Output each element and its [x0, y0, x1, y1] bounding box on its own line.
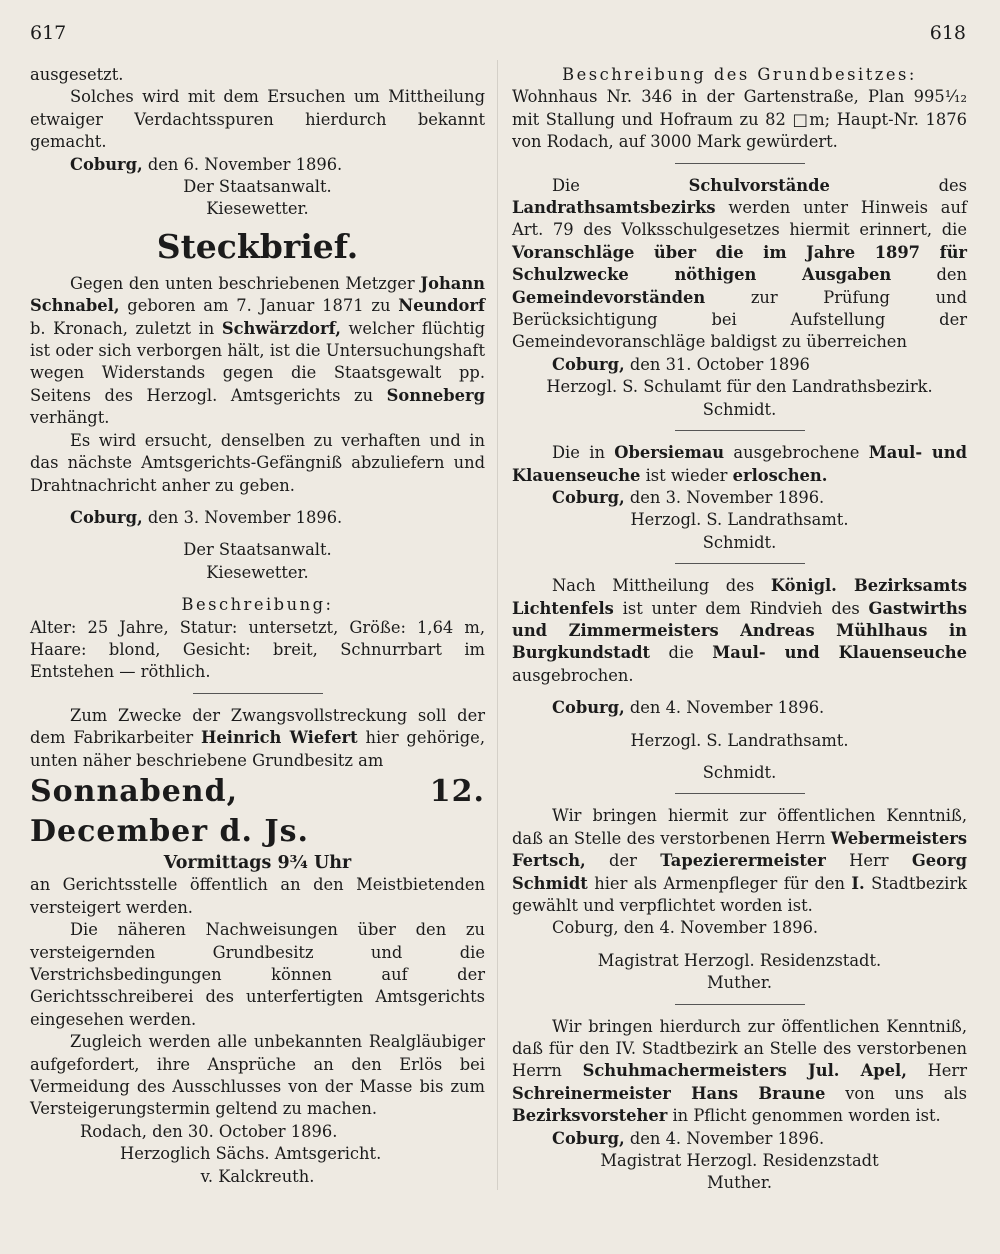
steckbrief-heading: Steckbrief. — [156, 226, 359, 266]
emphasis: Georg Schmidt — [512, 851, 967, 893]
emphasis: Gastwirths und Zimmermeisters Andreas Mühlhaus in Burgkundstadt — [512, 598, 967, 663]
text-run: Die in — [552, 443, 615, 463]
disease1-office: Herzogl. S. Landrathsamt. — [630, 510, 849, 530]
birthplace: Neundorf — [398, 296, 485, 316]
place-name: Coburg, — [552, 354, 625, 374]
text-run: Gegen den unten beschriebenen Metzger — [70, 273, 421, 293]
text-run: hier gehörige, unten näher beschriebene Grundbesitz am — [30, 728, 485, 770]
poor-relief-text — [512, 805, 967, 917]
text-run: ausgebrochene — [724, 443, 869, 463]
text-run: verhängt. — [30, 408, 110, 428]
auction-time: Vormittags 9¾ Uhr — [163, 852, 352, 873]
property-heading: Beschreibung des Grundbesitzes: — [562, 65, 917, 84]
disease1-signature: Schmidt. — [702, 532, 777, 552]
text-run: von uns als — [825, 1083, 968, 1103]
school-place-date — [512, 354, 967, 376]
notice-place-date — [30, 154, 485, 176]
place-name: Coburg, — [70, 507, 143, 527]
disease2-text — [512, 575, 967, 687]
school-office: Herzogl. S. Schulamt für den Landrathsbezirk. — [546, 377, 933, 397]
text-run: ist wieder — [640, 465, 733, 485]
district-signature: Muther. — [707, 1173, 772, 1193]
emphasis: erloschen. — [732, 465, 828, 485]
text-run: geboren am 7. Januar 1871 zu — [119, 296, 399, 316]
auction-notice — [30, 705, 485, 1188]
debtor-name: Heinrich Wiefert — [201, 728, 358, 748]
auction-para-2: Die näheren Nachweisungen über den zu versteigernden Grundbesitz und die Verstrichsbedingungen können auf der Gerichtsschreiberei des unterfertigten Amtsgerichts eingesehen werden. — [30, 920, 485, 1029]
disease-extinct-notice — [512, 442, 967, 554]
text-run: Zum Zwecke der Zwangsvollstreckung soll der dem Fabrikarbeiter — [30, 705, 485, 748]
emphasis: Gemeindevorständen — [512, 287, 706, 307]
emphasis: Landrathsamtsbezirks — [512, 198, 716, 218]
date-text: den 3. November 1896. — [147, 507, 343, 527]
text-run: Die — [552, 175, 689, 195]
property-description — [512, 64, 967, 154]
text-run: hier als Armenpfleger für den — [587, 873, 852, 893]
text-run: Stadtbezirk gewählt und verpflichtet worden ist. — [512, 873, 967, 915]
section-rule — [675, 793, 805, 794]
auction-intro — [30, 705, 485, 772]
text-run: Herr — [906, 1061, 967, 1081]
district-place-date — [512, 1128, 967, 1150]
auction-text: an Gerichtsstelle öffentlich an den Meistbietenden versteigert werden. — [30, 875, 485, 917]
section-rule — [193, 693, 323, 694]
notice-search-request — [30, 64, 485, 221]
property-text: Wohnhaus Nr. 346 in der Gartenstraße, Plan 995¹⁄₁₂ mit Stallung und Hofraum zu 82 □m; Haupt-Nr. 1876 von Rodach, auf 3000 Mark gewürdert. — [512, 87, 967, 152]
section-rule — [675, 163, 805, 164]
disease1-text — [512, 442, 967, 487]
disease2-place-date — [512, 697, 967, 719]
emphasis: Schreinermeister Hans Braune — [512, 1083, 826, 1103]
disease2-signature: Schmidt. — [702, 762, 777, 782]
text-run: zur Prüfung und Berücksichtigung bei Aufstellung der Gemeindevoranschläge baldigst zu überreichen — [512, 287, 967, 352]
text-run: ist unter dem Rindvieh des — [613, 598, 869, 618]
district-office: Magistrat Herzogl. Residenzstadt — [600, 1151, 879, 1171]
last-residence: Schwärzdorf, — [221, 318, 341, 338]
disease2-office: Herzogl. S. Landrathsamt. — [630, 730, 849, 750]
text-run: werden unter Hinweis auf Art. 79 des Volksschulgesetzes hiermit erinnert, die — [512, 198, 967, 240]
emphasis: I. — [851, 873, 865, 893]
place-name: Coburg, — [552, 487, 625, 507]
emphasis: Obersiemau — [614, 443, 725, 463]
text-run: die — [650, 643, 713, 663]
school-notice — [512, 175, 967, 421]
auction-para-3: Zugleich werden alle unbekannten Realgläubiger aufgefordert, ihre Ansprüche an den Erlös bei Vermeidung des Ausschlusses von der Masse bis zum Versteigerungstermin geltend zu machen. — [30, 1032, 485, 1119]
steckbrief-place-date — [30, 507, 485, 529]
school-text — [512, 175, 967, 354]
poor-relief-place-date: Coburg, den 4. November 1896. — [552, 918, 819, 938]
section-rule — [675, 1004, 805, 1005]
right-column — [512, 64, 967, 1195]
emphasis: Voranschläge über die im Jahre 1897 für Schulzwecke nöthigen Ausgaben — [512, 242, 967, 285]
emphasis: Tapezierermeister — [660, 851, 826, 871]
emphasis: Webermeisters Fertsch, — [512, 828, 967, 871]
description-text: Alter: 25 Jahre, Statur: untersetzt, Größe: 1,64 m, Haare: blond, Gesicht: breit, Schnurrbart im Entstehen — röthlich. — [30, 617, 485, 682]
steckbrief-request: Es wird ersucht, denselben zu verhaften und in das nächste Amtsgerichts-Gefängniß abzuliefern und Drahtnachricht anher zu geben. — [30, 430, 485, 495]
date-text: den 31. October 1896 — [629, 354, 810, 374]
poor-relief-office: Magistrat Herzogl. Residenzstadt. — [597, 950, 882, 970]
section-rule — [675, 563, 805, 564]
notice-office: Der Staatsanwalt. — [183, 177, 332, 197]
emphasis: Schulvorstände — [688, 175, 830, 195]
notice-signature: Kiesewetter. — [206, 199, 309, 219]
text-run: den — [891, 265, 967, 285]
page-number-left: 617 — [30, 22, 67, 44]
school-signature: Schmidt. — [702, 399, 777, 419]
text-run: des — [829, 175, 968, 195]
date-text: den 4. November 1896. — [629, 698, 825, 718]
auction-place-date: Rodach, den 30. October 1896. — [80, 1121, 338, 1141]
place-name: Coburg, — [552, 698, 625, 718]
auction-office: Herzoglich Sächs. Amtsgericht. — [120, 1144, 382, 1164]
date-text: den 6. November 1896. — [147, 154, 343, 174]
text-run: ausgebrochen. — [512, 665, 634, 685]
emphasis: Bezirksvorsteher — [512, 1106, 668, 1126]
steckbrief-notice — [30, 225, 485, 684]
place-name: Coburg, — [552, 1128, 625, 1148]
emphasis: Maul- und Klauenseuche — [712, 643, 967, 663]
text-run: Nach Mittheilung des — [552, 576, 771, 596]
text-run: Wir bringen hierdurch zur öffentlichen Kenntniß, daß für den IV. Stadtbezirk an Stelle des verstorbenen Herrn — [512, 1016, 967, 1081]
disease1-place-date — [512, 487, 967, 509]
steckbrief-office: Der Staatsanwalt. — [183, 540, 332, 560]
description-heading: Beschreibung: — [181, 595, 334, 615]
text-run: welcher flüchtig ist oder sich verborgen hält, ist die Untersuchungshaft wegen Widerstands gegen die Staatsgewalt pp. Seitens des Herzogl. Amtsgerichts zu — [30, 318, 485, 405]
text-run: Herr — [825, 851, 912, 871]
steckbrief-signature: Kiesewetter. — [206, 562, 309, 582]
poor-relief-notice — [512, 805, 967, 994]
column-divider — [497, 60, 498, 1190]
emphasis: Maul- und Klauenseuche — [512, 443, 967, 485]
notice-continuation: ausgesetzt. — [30, 65, 124, 84]
emphasis: Königl. Bezirksamts Lichtenfels — [512, 576, 968, 618]
emphasis: Schuhmachermeisters Jul. Apel, — [582, 1061, 907, 1081]
text-run: b. Kronach, zuletzt in — [30, 318, 222, 338]
court-name: Sonneberg — [386, 385, 485, 405]
auction-signature: v. Kalckreuth. — [200, 1166, 315, 1186]
page-number-right: 618 — [929, 22, 966, 44]
text-run: in Pflicht genommen worden ist. — [667, 1106, 941, 1126]
wanted-name: Johann Schnabel, — [30, 273, 485, 316]
text-run: Wir bringen hiermit zur öffentlichen Kenntniß, daß an Stelle des verstorbenen Herrn — [512, 806, 967, 848]
section-rule — [675, 430, 805, 431]
disease-outbreak-notice — [512, 575, 967, 784]
left-column — [30, 64, 485, 1188]
text-run: der — [585, 851, 661, 871]
date-text: den 4. November 1896. — [629, 1128, 825, 1148]
auction-date: Sonnabend, 12. December d. Js. — [30, 773, 485, 849]
steckbrief-text — [30, 273, 485, 430]
district-notice — [512, 1016, 967, 1195]
place-name: Coburg, — [70, 154, 143, 174]
district-text — [512, 1016, 967, 1128]
date-text: den 3. November 1896. — [629, 487, 825, 507]
notice-text: Solches wird mit dem Ersuchen um Mittheilung etwaiger Verdachtsspuren hierdurch bekannt gemacht. — [30, 87, 485, 152]
poor-relief-signature: Muther. — [707, 973, 772, 993]
